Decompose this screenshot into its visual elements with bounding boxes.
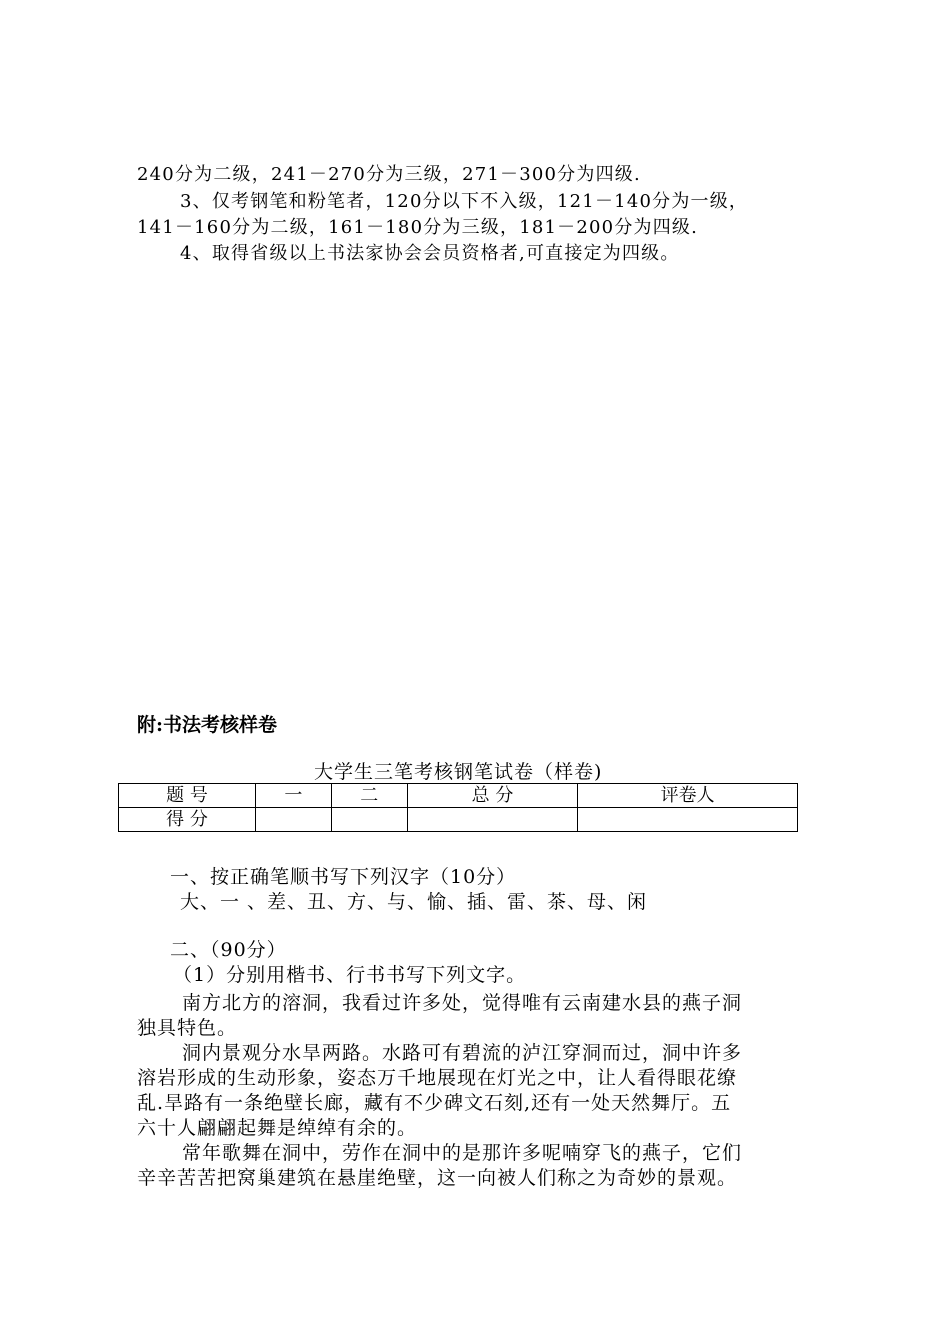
section-1-chars: 大、一 、差、丑、方、与、愉、插、雷、茶、母、闲 bbox=[180, 891, 648, 913]
para-line: 独具特色。 bbox=[137, 1017, 238, 1039]
para-line: 洞内景观分水旱两路。水路可有碧流的泸江穿洞而过，洞中许多 bbox=[182, 1042, 743, 1064]
header-cell-total: 总 分 bbox=[407, 784, 578, 808]
para-line: 乱.旱路有一条绝壁长廊，藏有不少碑文石刻,还有一处天然舞厅。五 bbox=[137, 1092, 732, 1114]
exam-title: 大学生三笔考核钢笔试卷（样卷) bbox=[314, 761, 603, 783]
score-table-header-row bbox=[119, 784, 798, 808]
header-cell-number: 题 号 bbox=[119, 784, 256, 808]
rule-line-4: 4、取得省级以上书法家协会会员资格者,可直接定为四级。 bbox=[180, 243, 680, 264]
header-cell-part2: 二 bbox=[331, 784, 407, 808]
rule-line-2: 3、仅考钢笔和粉笔者，120分以下不入级，121－140分为一级， bbox=[180, 191, 749, 212]
score-cell-part2 bbox=[331, 808, 407, 832]
score-row-label: 得 分 bbox=[119, 808, 256, 832]
rule-line-3: 141－160分为二级，161－180分为三级，181－200分为四级. bbox=[137, 217, 699, 238]
section-2-sub1: （1）分别用楷书、行书书写下列文字。 bbox=[173, 964, 527, 986]
para-line: 常年歌舞在洞中，劳作在洞中的是那许多呢喃穿飞的燕子，它们 bbox=[182, 1142, 743, 1164]
score-cell-total bbox=[407, 808, 578, 832]
section-2-heading: 二、（90分） bbox=[170, 939, 287, 961]
para-line: 南方北方的溶洞，我看过许多处，觉得唯有云南建水县的燕子洞 bbox=[182, 992, 743, 1014]
score-table-score-row bbox=[119, 808, 798, 832]
rule-line-1: 240分为二级，241－270分为三级，271－300分为四级. bbox=[137, 164, 641, 185]
appendix-heading: 附:书法考核样卷 bbox=[137, 714, 278, 736]
header-cell-part1: 一 bbox=[256, 784, 332, 808]
para-line: 六十人翩翩起舞是绰绰有余的。 bbox=[137, 1117, 418, 1139]
para-line: 溶岩形成的生动形象，姿态万千地展现在灯光之中，让人看得眼花缭 bbox=[137, 1067, 738, 1089]
para-line: 辛辛苦苦把窝巢建筑在悬崖绝壁，这一向被人们称之为奇妙的景观。 bbox=[137, 1167, 738, 1189]
section-1-heading: 一、按正确笔顺书写下列汉字（10分） bbox=[170, 866, 517, 888]
score-cell-part1 bbox=[256, 808, 332, 832]
score-cell-grader bbox=[578, 808, 798, 832]
score-table bbox=[118, 783, 798, 832]
header-cell-grader: 评卷人 bbox=[578, 784, 798, 808]
